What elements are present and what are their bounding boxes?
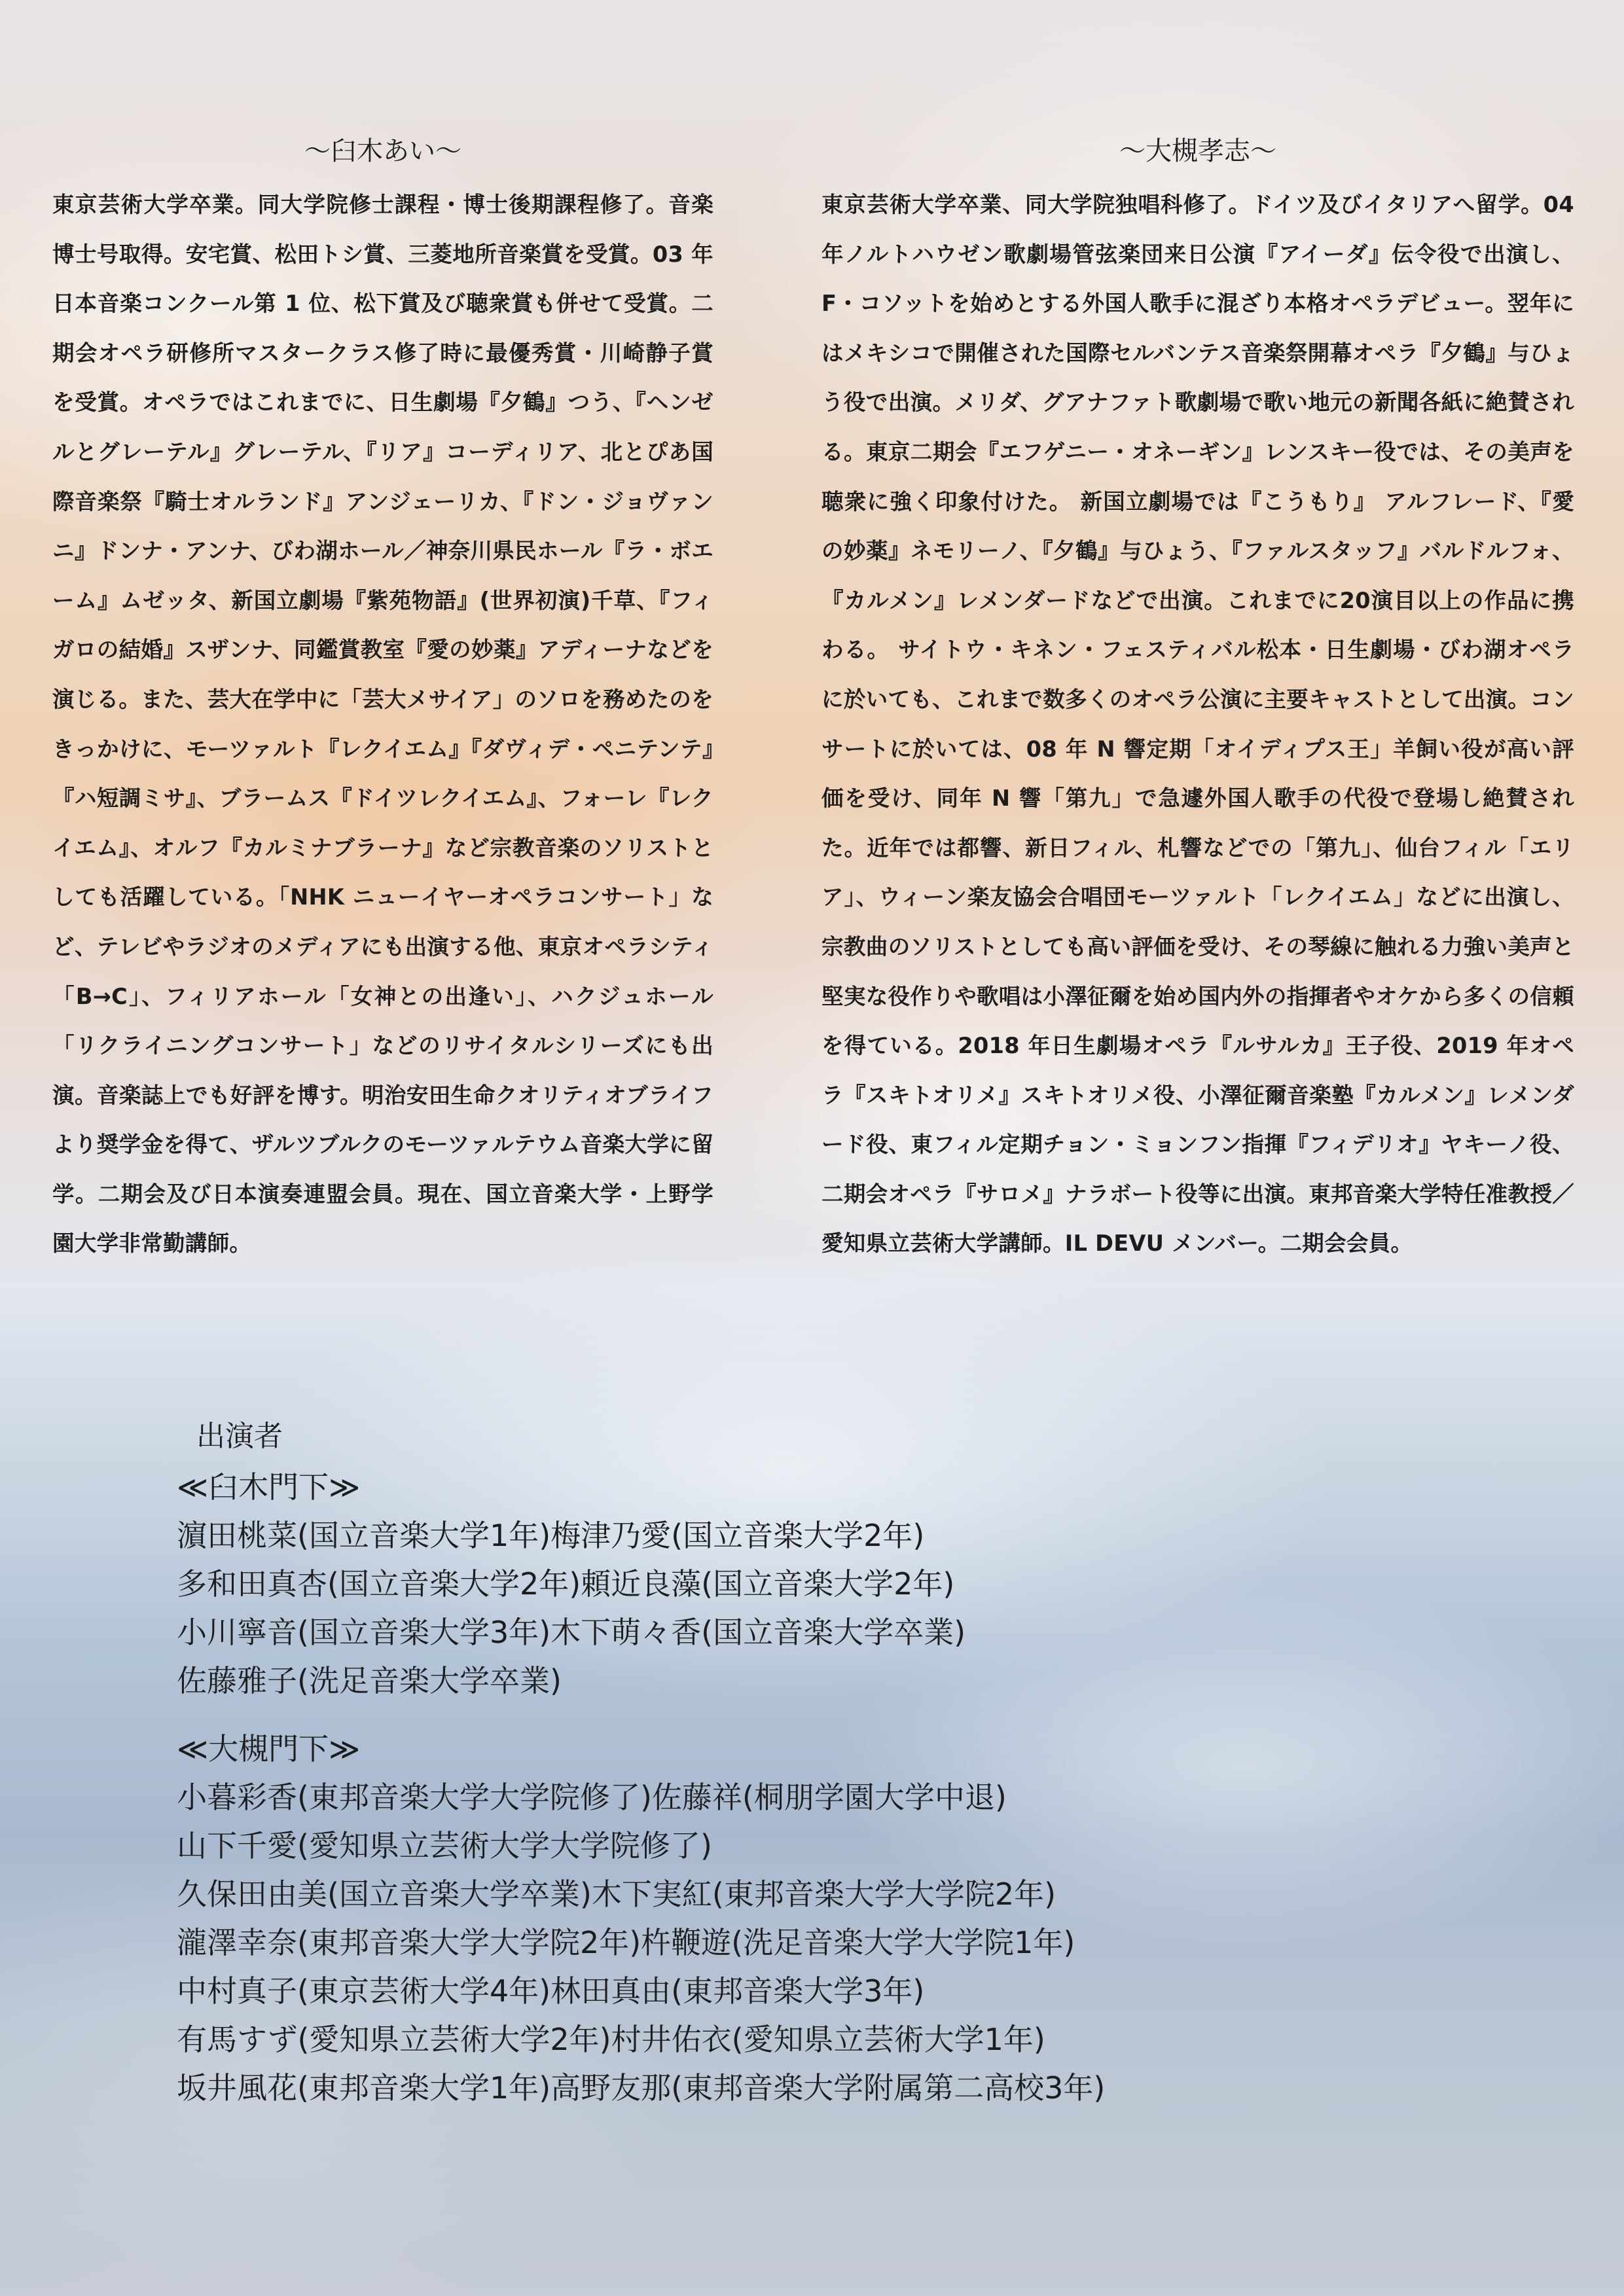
- performer-line: 濵田桃菜(国立音楽大学1年)梅津乃愛(国立音楽大学2年): [177, 1518, 925, 1553]
- usuki-bio: 東京芸術大学卒業。同大学院修士課程・博士後期課程修了。音楽博士号取得。安宅賞、松田トシ賞、三菱地所音楽賞を受賞。03 年日本音楽コンクール第 1 位、松下賞及び聴衆賞も併せて受賞。二期会オペラ研修所マスタークラス修了時に最優秀賞・川崎静子賞を受賞。オペラではこれまでに、日生劇場『夕鶴』つう、『ヘンゼルとグレーテル』グレーテル、『リア』コーディリア、北とぴあ国際音楽祭『騎士オルランド』アンジェーリカ、『ドン・ジョヴァンニ』ドンナ・アンナ、びわ湖ホール／神奈川県民ホール『ラ・ボエーム』ムゼッタ、新国立劇場『紫苑物語』(世界初演)千草、『フィガロの結婚』スザンナ、同鑑賞教室『愛の妙薬』アディーナなどを演じる。また、芸大在学中に「芸大メサイア」のソロを務めたのをきっかけに、モーツァルト『レクイエム』『ダヴィデ・ペニテンテ』『ハ短調ミサ』、ブラームス『ドイツレクイエム』、フォーレ『レクイエム』、オルフ『カルミナブラーナ』など宗教音楽のソリストとしても活躍している。「NHK ニューイヤーオペラコンサート」など、テレビやラジオのメディアにも出演する他、東京オペラシティ「B→C」、フィリアホール「女神との出逢い」、ハクジュホール「リクライニングコンサート」などのリサイタルシリーズにも出演。音楽誌上でも好評を博す。明治安田生命クオリティオブライフより奨学金を得て、ザルツブルクのモーツァルテウム音楽大学に留学。二期会及び日本演奏連盟会員。現在、国立音楽大学・上野学園大学非常勤講師。: [52, 192, 713, 1257]
- usuki-students-title: ≪臼木門下≫: [177, 1469, 361, 1505]
- performer-line: 山下千愛(愛知県立芸術大学大学院修了): [177, 1828, 712, 1863]
- otsuki-students-list: [177, 1773, 1486, 2112]
- performer-line: 中村真子(東京芸術大学4年)林田真由(東邦音楽大学3年): [177, 1973, 925, 2009]
- usuki-heading: ～臼木あい～: [304, 136, 461, 166]
- otsuki-heading: ～大槻孝志～: [1119, 136, 1276, 166]
- performers-section: [177, 1410, 1486, 2132]
- otsuki-profile: [821, 128, 1574, 1268]
- performer-line: 瀧澤幸奈(東邦音楽大学大学院2年)杵鞭遊(洗足音楽大学大学院1年): [177, 1925, 1075, 1960]
- performer-line: 多和田真杏(国立音楽大学2年)頼近良藻(国立音楽大学2年): [177, 1566, 955, 1602]
- performer-line: 有馬すず(愛知県立芸術大学2年)村井佑衣(愛知県立芸術大学1年): [177, 2022, 1045, 2057]
- usuki-profile: [52, 128, 713, 1268]
- otsuki-students-title: ≪大槻門下≫: [177, 1731, 361, 1767]
- usuki-students-list: [177, 1511, 1486, 1705]
- performer-line: 小川寧音(国立音楽大学3年)木下萌々香(国立音楽大学卒業): [177, 1615, 966, 1650]
- performer-line: 坂井風花(東邦音楽大学1年)高野友那(東邦音楽大学附属第二高校3年): [177, 2070, 1106, 2106]
- otsuki-students-group: [177, 1725, 1486, 2112]
- otsuki-bio: 東京芸術大学卒業、同大学院独唱科修了。ドイツ及びイタリアへ留学。04 年ノルトハウゼン歌劇場管弦楽団来日公演『アイーダ』伝令役で出演し、F・コソットを始めとする外国人歌手に混ざり本格オペラデビュー。翌年にはメキシコで開催された国際セルバンテス音楽祭開幕オペラ『夕鶴』与ひょう役で出演。メリダ、グアナファト歌劇場で歌い地元の新聞各紙に絶賛される。東京二期会『エフゲニー・オネーギン』レンスキー役では、その美声を聴衆に強く印象付けた。 新国立劇場では『こうもり』 アルフレード、『愛の妙薬』ネモリーノ、『夕鶴』与ひょう、『ファルスタッフ』バルドルフォ、『カルメン』レメンダードなどで出演。これまでに20演目以上の作品に携わる。 サイトウ・キネン・フェスティバル松本・日生劇場・びわ湖オペラに於いても、これまで数多くのオペラ公演に主要キャストとして出演。コンサートに於いては、08 年 N 響定期「オイディプス王」羊飼い役が高い評価を受け、同年 N 響「第九」で急遽外国人歌手の代役で登場し絶賛された。近年では都響、新日フィル、札響などでの「第九」、仙台フィル「エリア」、ウィーン楽友協会合唱団モーツァルト「レクイエム」などに出演し、宗教曲のソリストとしても高い評価を受け、その琴線に触れる力強い美声と堅実な役作りや歌唱は小澤征爾を始め国内外の指揮者やオケから多くの信頼を得ている。2018 年日生劇場オペラ『ルサルカ』王子役、2019 年オペラ『スキトオリメ』スキトオリメ役、小澤征爾音楽塾『カルメン』レメンダード役、東フィル定期チョン・ミョンフン指揮『フィデリオ』ヤキーノ役、二期会オペラ『サロメ』ナラボート役等に出演。東邦音楽大学特任准教授／愛知県立芸術大学講師。IL DEVU メンバー。二期会会員。: [821, 192, 1574, 1257]
- performer-line: 久保田由美(国立音楽大学卒業)木下実紅(東邦音楽大学大学院2年): [177, 1876, 1056, 1912]
- usuki-students-group: [177, 1463, 1486, 1705]
- performer-line: 小暮彩香(東邦音楽大学大学院修了)佐藤祥(桐朋学園大学中退): [177, 1780, 1007, 1815]
- performers-title: 出演者: [196, 1420, 283, 1453]
- performer-line: 佐藤雅子(洗足音楽大学卒業): [177, 1663, 562, 1698]
